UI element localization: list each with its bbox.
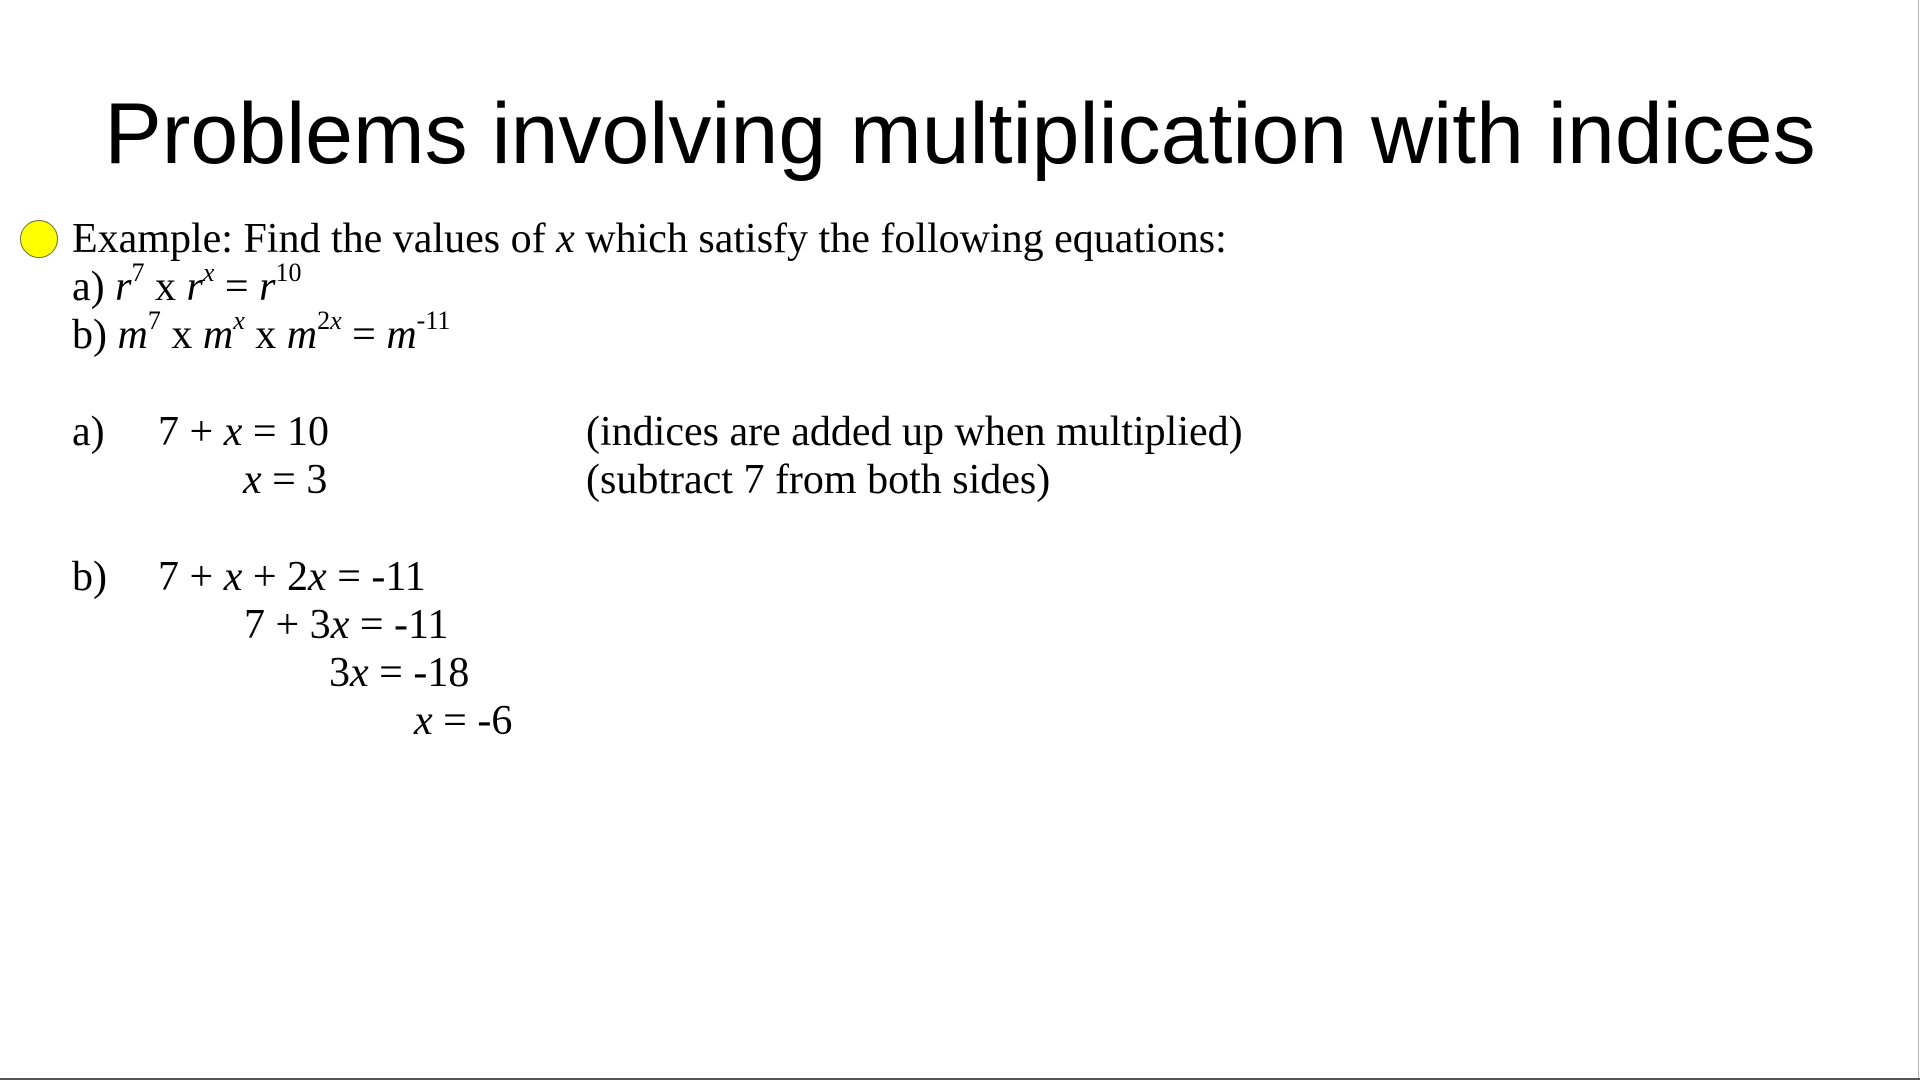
equation-b xyxy=(72,306,451,359)
solution-b-step1-var1: x xyxy=(223,554,243,600)
solution-b-step3-var: x xyxy=(350,650,369,696)
solution-b-step1 xyxy=(158,553,426,601)
solution-b-step2-post: = -11 xyxy=(349,602,449,648)
solution-a-step2-post: = 3 xyxy=(261,457,328,503)
equation-b-times2: x xyxy=(244,312,287,358)
equation-b-base1: m xyxy=(117,312,148,358)
equation-b-label: b) xyxy=(72,312,118,358)
equation-b-exp3-var: x xyxy=(330,306,342,335)
solution-a-step2 xyxy=(243,456,327,504)
equation-a-equals: = xyxy=(214,264,260,310)
equation-b-exp3-num: 2 xyxy=(317,306,331,335)
equation-a-exp1: 7 xyxy=(131,258,145,287)
solution-b-step1-post: = -11 xyxy=(326,554,426,600)
equation-b-exp4: -11 xyxy=(416,306,451,335)
equation-a-times: x xyxy=(144,264,187,310)
solution-b-step3-pre: 3 xyxy=(329,650,350,696)
equation-b-exp2: x xyxy=(233,306,245,335)
solution-b-step4 xyxy=(414,697,512,745)
equation-a-exp3: 10 xyxy=(275,258,302,287)
equation-a-base1: r xyxy=(115,264,132,310)
solution-a-note2: (subtract 7 from both sides) xyxy=(586,457,1051,503)
solution-a-step1-pre: 7 + xyxy=(158,409,224,455)
equation-a-label: a) xyxy=(72,264,116,310)
solution-b-step1-pre: 7 + xyxy=(158,554,224,600)
solution-b-step1-mid: + 2 xyxy=(242,554,309,600)
solution-a-step1 xyxy=(158,408,329,456)
equation-b-exp3 xyxy=(317,306,342,335)
equation-b-times1: x xyxy=(160,312,203,358)
equation-a xyxy=(72,258,302,311)
solution-a-step2-var: x xyxy=(243,457,262,503)
example-prompt xyxy=(72,215,1227,263)
solution-b-step2-var: x xyxy=(330,602,350,648)
solution-b-step2-pre: 7 + 3 xyxy=(244,602,331,648)
solution-a-label: a) xyxy=(72,409,105,455)
solution-a-note1: (indices are added up when multiplied) xyxy=(586,409,1243,455)
solution-b-step4-var: x xyxy=(414,698,433,744)
solution-b-step2 xyxy=(244,601,448,649)
slide-right-border xyxy=(1918,0,1919,1080)
equation-b-equals: = xyxy=(341,312,387,358)
equation-a-exp2: x xyxy=(202,258,215,287)
solution-b-step1-var2: x xyxy=(308,554,327,600)
prompt-variable: x xyxy=(556,216,575,262)
equation-a-base2: r xyxy=(186,264,203,310)
solution-b-step3 xyxy=(329,649,469,697)
solution-b-step3-post: = -18 xyxy=(368,650,470,696)
yellow-bullet-circle xyxy=(20,220,58,258)
equation-b-base2: m xyxy=(202,312,234,358)
equation-a-base3: r xyxy=(259,264,276,310)
solution-a-step1-post: = 10 xyxy=(242,409,330,455)
equation-b-base3: m xyxy=(286,312,318,358)
solution-b-step4-post: = -6 xyxy=(432,698,513,744)
slide-title: Problems involving multiplication with indices xyxy=(104,86,1816,182)
prompt-prefix: Example: Find the values of xyxy=(72,216,557,262)
equation-b-base4: m xyxy=(386,312,417,358)
solution-b-label: b) xyxy=(72,554,107,600)
solution-a-step1-var: x xyxy=(223,409,243,455)
prompt-suffix: which satisfy the following equations: xyxy=(574,216,1227,262)
equation-b-exp1: 7 xyxy=(147,306,161,335)
